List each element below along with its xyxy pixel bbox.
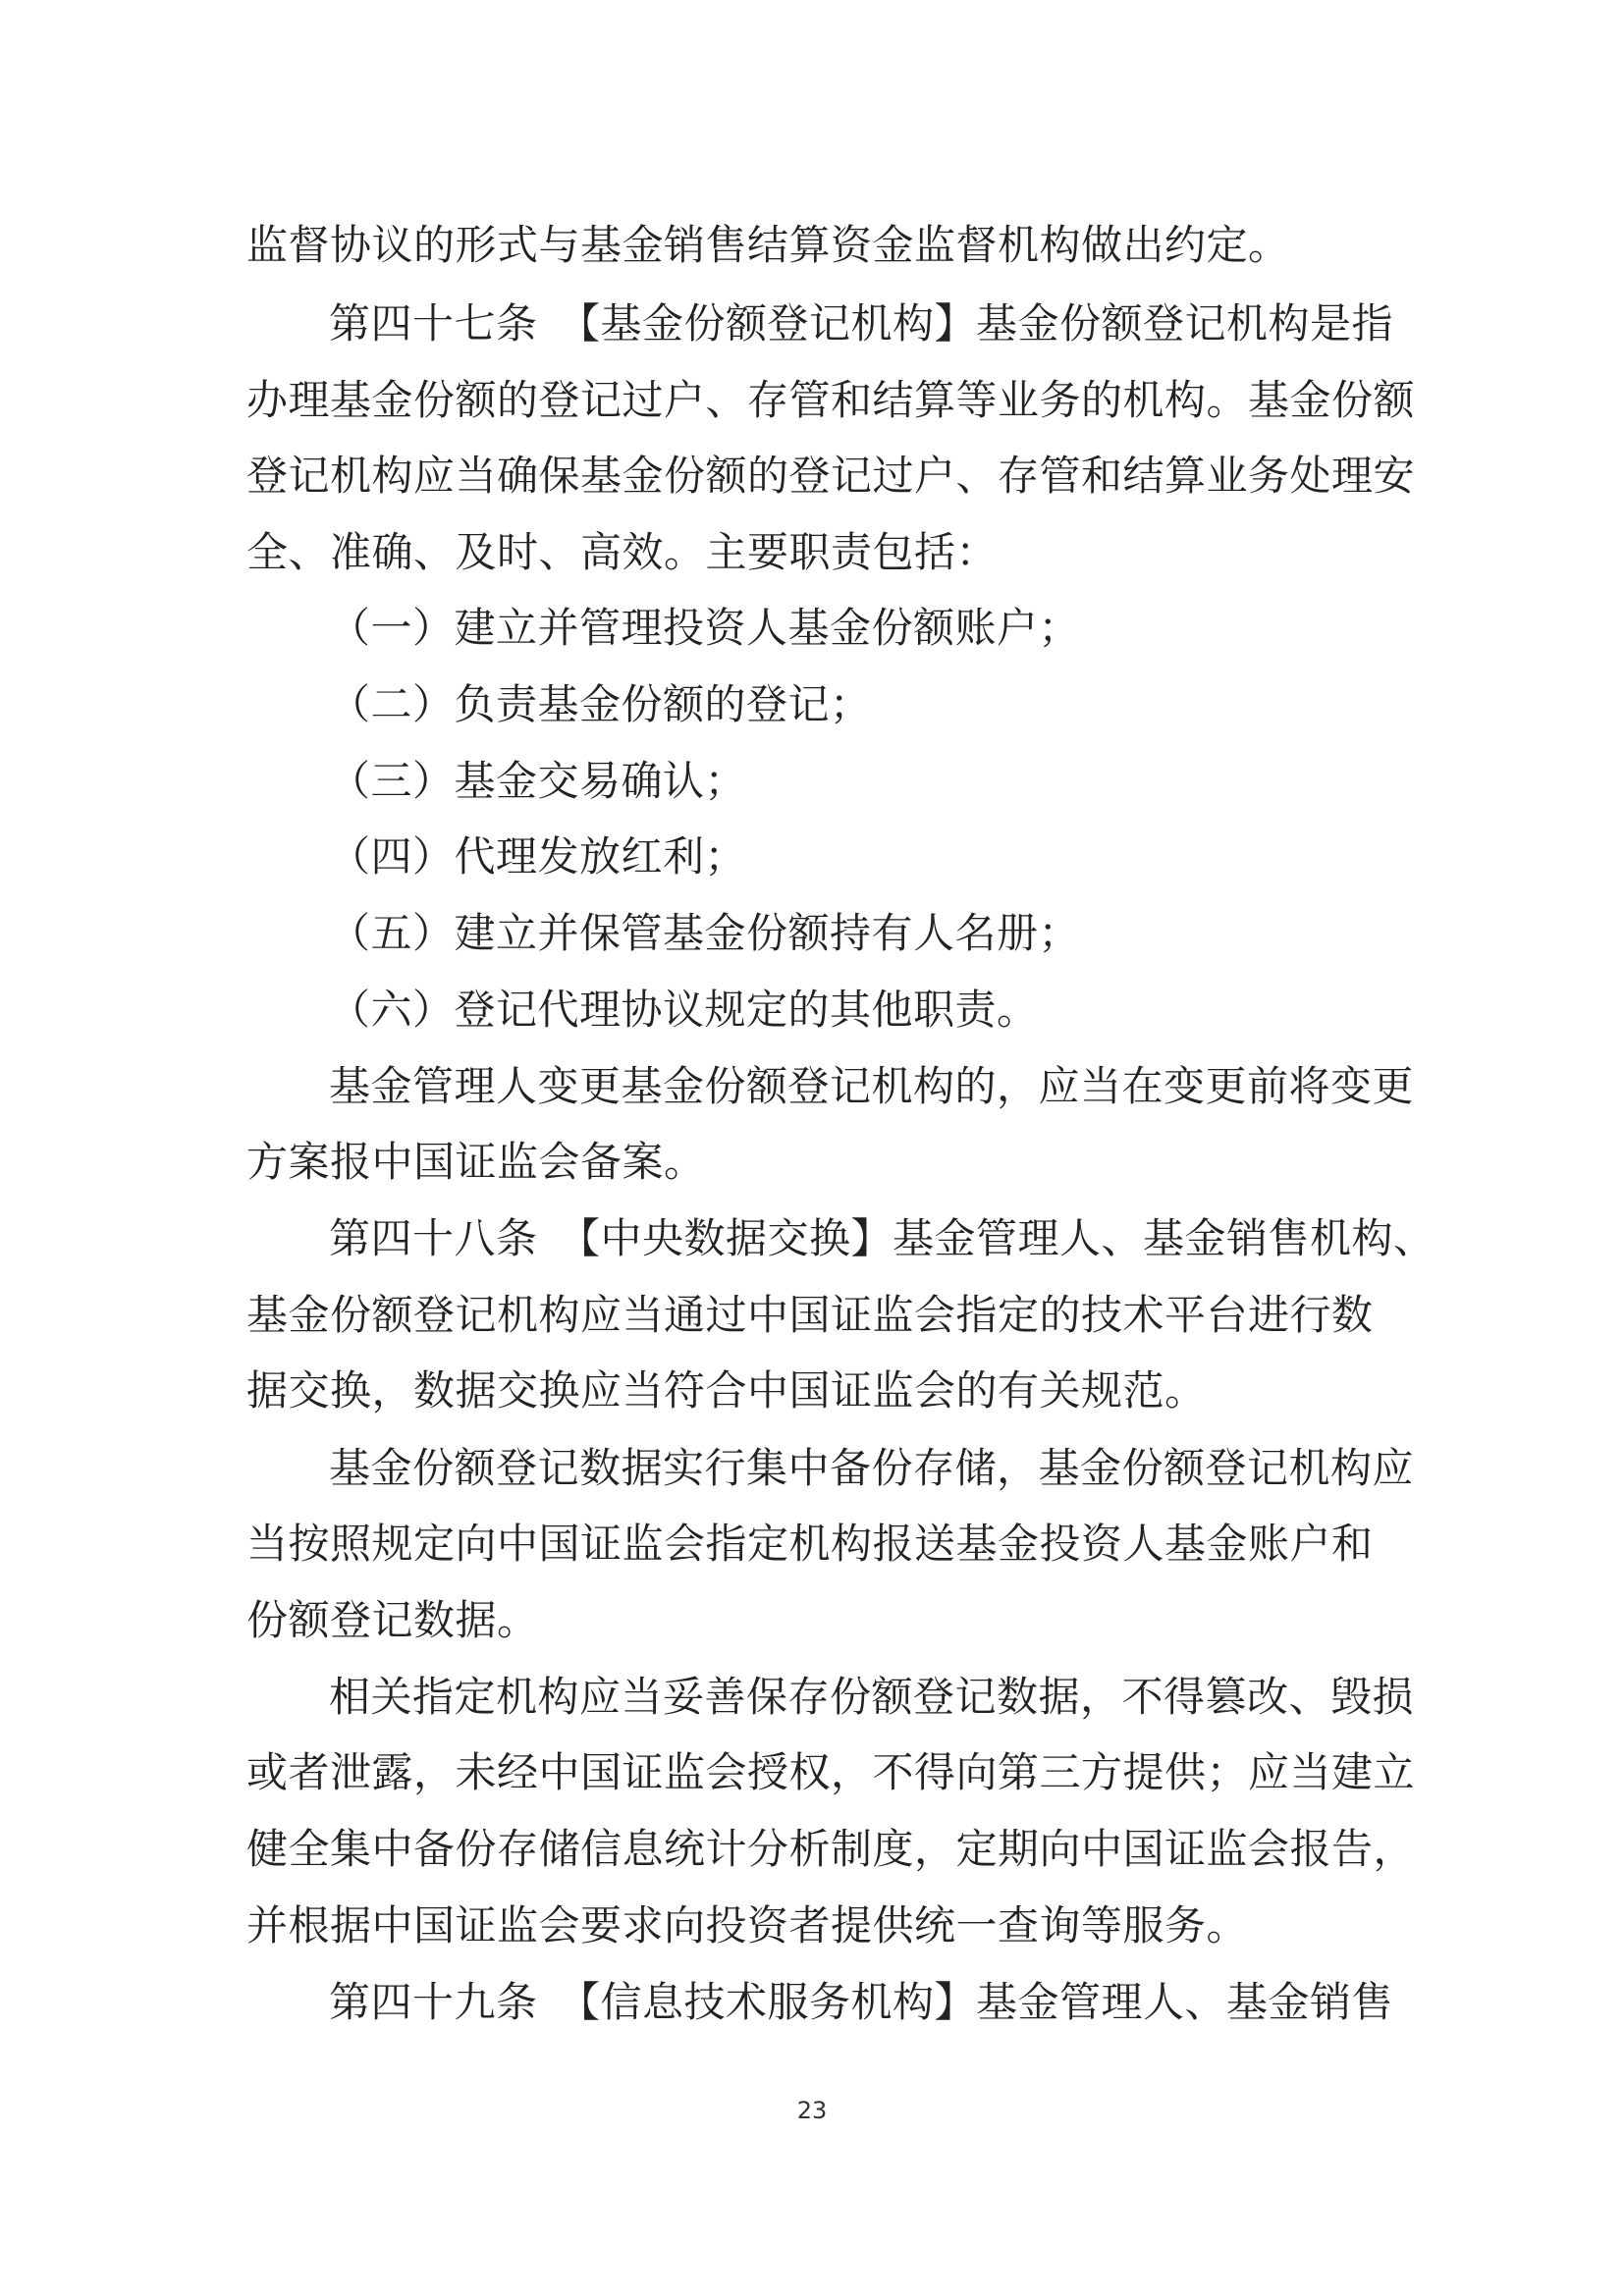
article-47-heading-line: 第四十七条 【基金份额登记机构】基金份额登记机构是指 — [329, 299, 1394, 347]
paragraph-line: 基金份额登记机构应当通过中国证监会指定的技术平台进行数 — [246, 1291, 1374, 1339]
paragraph-line: 监督协议的形式与基金销售结算资金监督机构做出约定。 — [246, 221, 1290, 269]
article-49-heading-line: 第四十九条 【信息技术服务机构】基金管理人、基金销售 — [329, 1978, 1394, 2026]
paragraph-line: 全、准确、及时、高效。主要职责包括： — [246, 528, 999, 576]
paragraph-line: 据交换，数据交换应当符合中国证监会的有关规范。 — [246, 1366, 1207, 1415]
list-item: （三）基金交易确认； — [329, 757, 747, 805]
page-number: 23 — [796, 2097, 828, 2124]
list-item: （五）建立并保管基金份额持有人名册； — [329, 909, 1081, 957]
paragraph-line: 或者泄露，未经中国证监会授权，不得向第三方提供；应当建立 — [246, 1748, 1416, 1796]
list-item: （一）建立并管理投资人基金份额账户； — [329, 604, 1081, 652]
paragraph-line: 并根据中国证监会要求向投资者提供统一查询等服务。 — [246, 1901, 1249, 1949]
paragraph-line: 办理基金份额的登记过户、存管和结算等业务的机构。基金份额 — [246, 376, 1416, 424]
paragraph-line: 登记机构应当确保基金份额的登记过户、存管和结算业务处理安 — [246, 452, 1416, 500]
paragraph-line: 健全集中备份存储信息统计分析制度，定期向中国证监会报告， — [246, 1825, 1416, 1873]
paragraph-line: 份额登记数据。 — [246, 1596, 539, 1644]
list-item: （四）代理发放红利； — [329, 832, 747, 881]
list-item: （六）登记代理协议规定的其他职责。 — [329, 986, 1039, 1034]
paragraph-line: 当按照规定向中国证监会指定机构报送基金投资人基金账户和 — [246, 1520, 1374, 1568]
paragraph-line: 基金份额登记数据实行集中备份存储，基金份额登记机构应 — [329, 1444, 1415, 1492]
paragraph-line: 相关指定机构应当妥善保存份额登记数据，不得篡改、毁损 — [329, 1673, 1415, 1721]
paragraph-line: 方案报中国证监会备案。 — [246, 1138, 706, 1186]
paragraph-line: 基金管理人变更基金份额登记机构的，应当在变更前将变更 — [329, 1062, 1415, 1110]
article-48-heading-line: 第四十八条 【中央数据交换】基金管理人、基金销售机构、 — [329, 1214, 1435, 1262]
list-item: （二）负责基金份额的登记； — [329, 680, 872, 728]
